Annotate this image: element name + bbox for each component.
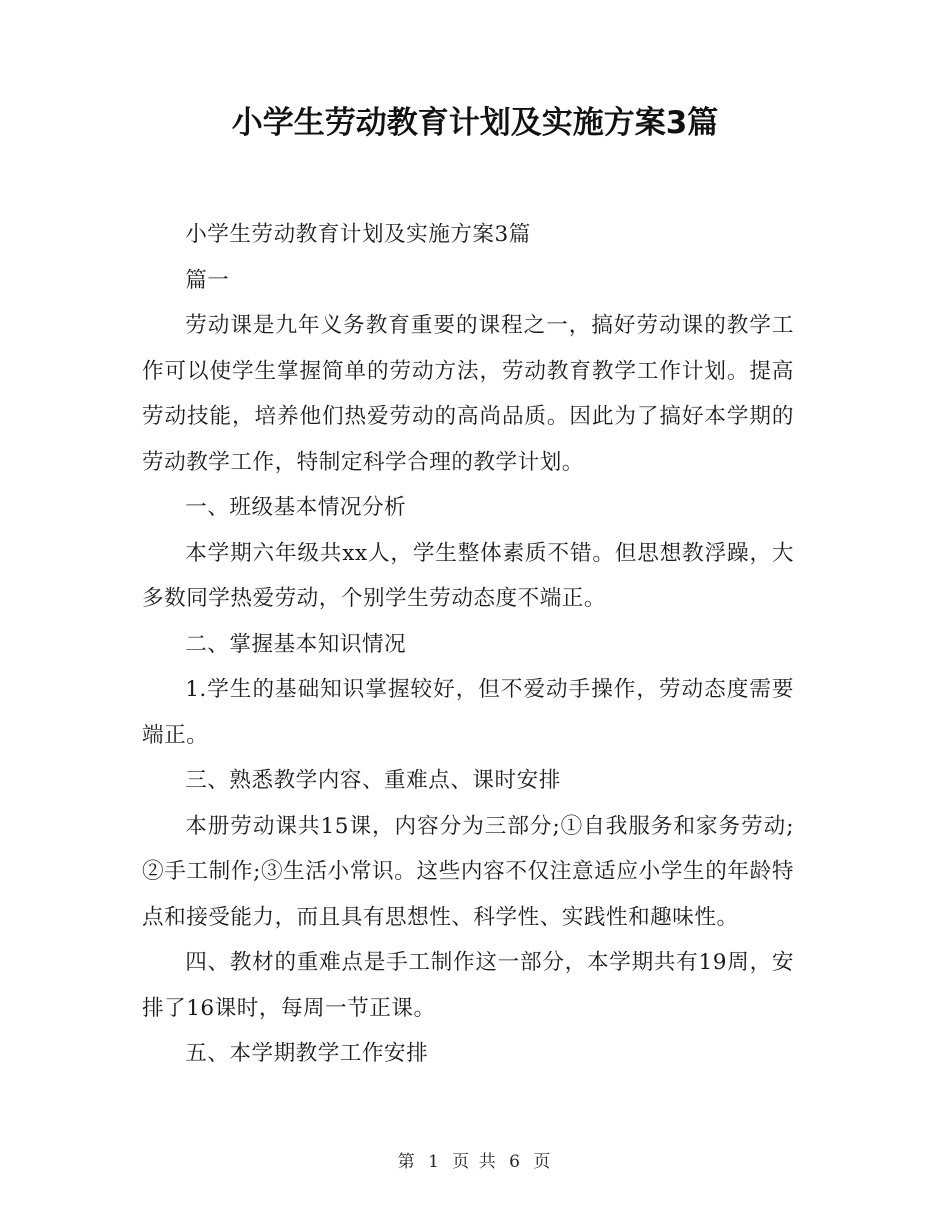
heading-semester-arrangement: 五、本学期教学工作安排 [185,1041,429,1066]
paragraph-intro: 劳动课是九年义务教育重要的课程之一，搞好劳动课的教学工作可以使学生掌握简单的劳动方法，劳动教育教学工作计划。提高劳动技能，培养他们热爱劳动的高尚品质。因此为了搞好本学期的劳动教学工作，特制定科学合理的教学计划。 [142,313,794,475]
heading-basic-knowledge: 二、掌握基本知识情况 [185,631,407,657]
heading-class-analysis: 一、班级基本情况分析 [185,495,407,520]
paragraph-subtitle: 小学生劳动教育计划及实施方案3篇 [185,222,531,247]
document-body [142,212,794,1077]
total-page-number: 6 [509,1152,522,1172]
paragraph-key-points: 四、教材的重难点是手工制作这一部分，本学期共有19周，安排了16课时，每周一节正课。 [142,950,794,1021]
page-number-footer [0,1148,950,1176]
paragraph-teaching-content: 本册劳动课共15课，内容分为三部分;①自我服务和家务劳动;②手工制作;③生活小常识。这些内容不仅注意适应小学生的年龄特点和接受能力，而且具有思想性、科学性、实践性和趣味性。 [142,813,794,930]
paragraph-basic-knowledge: 1.学生的基础知识掌握较好，但不爱动手操作，劳动态度需要端正。 [142,677,794,748]
heading-teaching-content: 三、熟悉教学内容、重难点、课时安排 [185,768,561,793]
page-label-prefix: 第 [397,1152,417,1172]
current-page-number: 1 [428,1152,441,1172]
page-label-suffix: 页 [533,1152,553,1172]
paragraph-section-label: 篇一 [185,267,230,293]
document-title: 小学生劳动教育计划及实施方案3篇 [231,105,719,141]
page-label-middle: 页 共 [452,1152,498,1172]
paragraph-class-analysis: 本学期六年级共xx人，学生整体素质不错。但思想教浮躁，大多数同学热爱劳动，个别学生劳动态度不端正。 [142,540,794,611]
